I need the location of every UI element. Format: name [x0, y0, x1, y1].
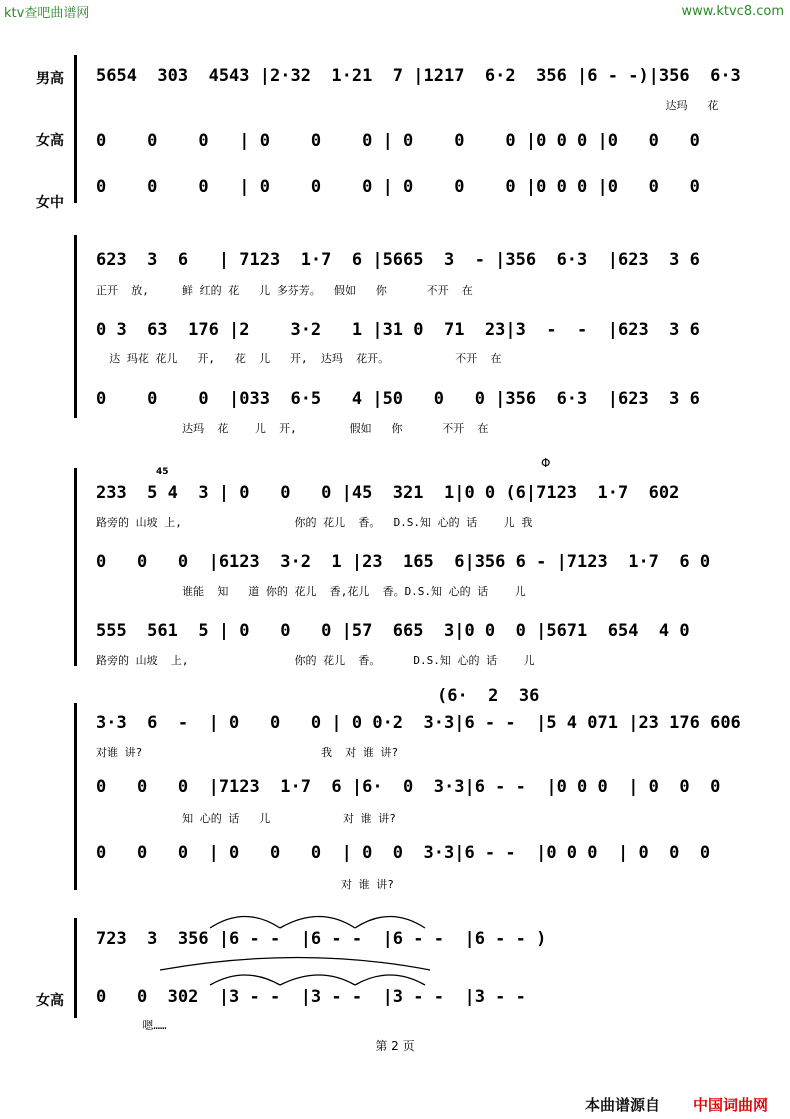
- staff-lyrics: 达玛 花: [96, 99, 719, 112]
- part-label-soprano: 女高: [36, 133, 64, 149]
- staff-notes: 0 0 0 | 0 0 0 | 0 0 0 |0 0 0 |0 0 0: [96, 177, 700, 197]
- staff-notes: 723 3 356 |6 - - |6 - - |6 - - |6 - - ): [96, 929, 547, 949]
- staff-lyrics: 正开 放, 鲜 红的 花 儿 多芬芳。 假如 你 不开 在: [96, 284, 473, 297]
- staff-notes: 555 561 5 | 0 0 0 |57 665 3|0 0 0 |5671 654 4 0: [96, 621, 690, 641]
- staff-lyrics: 知 心的 话 儿 对 谁 讲?: [96, 812, 396, 825]
- staff-lyrics: 达玛 花 儿 开, 假如 你 不开 在: [96, 422, 489, 435]
- staff-notes: 3·3 6 - | 0 0 0 | 0 0·2 3·3|6 - - |5 4 071 |23 176 606: [96, 713, 741, 733]
- footer-site-link[interactable]: 中国词曲网: [693, 1096, 769, 1114]
- grace-note: 45: [156, 467, 169, 477]
- site-watermark-left[interactable]: ktv查吧曲谱网: [4, 6, 90, 21]
- staff-notes: 5654 303 4543 |2·32 1·21 7 |1217 6·2 356 |6 - -)|356 6·3: [96, 66, 752, 86]
- page-number: 第 2 页: [375, 1039, 415, 1053]
- staff-lyrics: 对谁 讲? 我 对 谁 讲?: [96, 746, 399, 759]
- staff-notes: 623 3 6 | 7123 1·7 6 |5665 3 - |356 6·3 |623 3 6: [96, 250, 700, 270]
- staff-notes: 233 5 4 3 | 0 0 0 |45 321 1|0 0 (6|7123 1·7 602: [96, 483, 680, 503]
- part-label-alto: 女中: [36, 195, 64, 211]
- staff-lyrics: 谁能 知 道 你的 花儿 香,花儿 香。D.S.知 心的 话 儿: [96, 585, 526, 598]
- site-watermark-right[interactable]: www.ktvc8.com: [681, 4, 784, 19]
- part-label-soprano: 女高: [36, 993, 64, 1009]
- staff-lyrics: 嗯……: [96, 1019, 167, 1032]
- staff-notes: 0 0 0 | 0 0 0 | 0 0 0 |0 0 0 |0 0 0: [96, 131, 700, 151]
- staff-lyrics: 达 玛花 花儿 开, 花 儿 开, 达玛 花开。 不开 在: [96, 352, 502, 365]
- staff-lyrics: 路旁的 山坡 上, 你的 花儿 香。 D.S.知 心的 话 儿: [96, 654, 535, 667]
- intro-bracket: (6· 2 36: [437, 686, 540, 706]
- segno-mark: Φ: [541, 456, 551, 470]
- staff-notes: 0 0 302 |3 - - |3 - - |3 - - |3 - -: [96, 987, 526, 1007]
- part-label-tenor: 男高: [36, 71, 64, 87]
- staff-notes: 0 0 0 | 0 0 0 | 0 0 3·3|6 - - |0 0 0 | 0 0 0: [96, 843, 711, 863]
- staff-notes: 0 0 0 |6123 3·2 1 |23 165 6|356 6 - |7123 1·7 6 0: [96, 552, 711, 572]
- staff-notes: 0 0 0 |033 6·5 4 |50 0 0 |356 6·3 |623 3 6: [96, 389, 700, 409]
- footer-source-text: 本曲谱源自: [585, 1096, 661, 1114]
- staff-lyrics: 对 谁 讲?: [96, 878, 394, 891]
- staff-lyrics: 路旁的 山坡 上, 你的 花儿 香。 D.S.知 心的 话 儿 我: [96, 516, 533, 529]
- staff-notes: 0 3 63 176 |2 3·2 1 |31 0 71 23|3 - - |623 3 6: [96, 320, 700, 340]
- staff-notes: 0 0 0 |7123 1·7 6 |6· 0 3·3|6 - - |0 0 0 | 0 0 0: [96, 777, 721, 797]
